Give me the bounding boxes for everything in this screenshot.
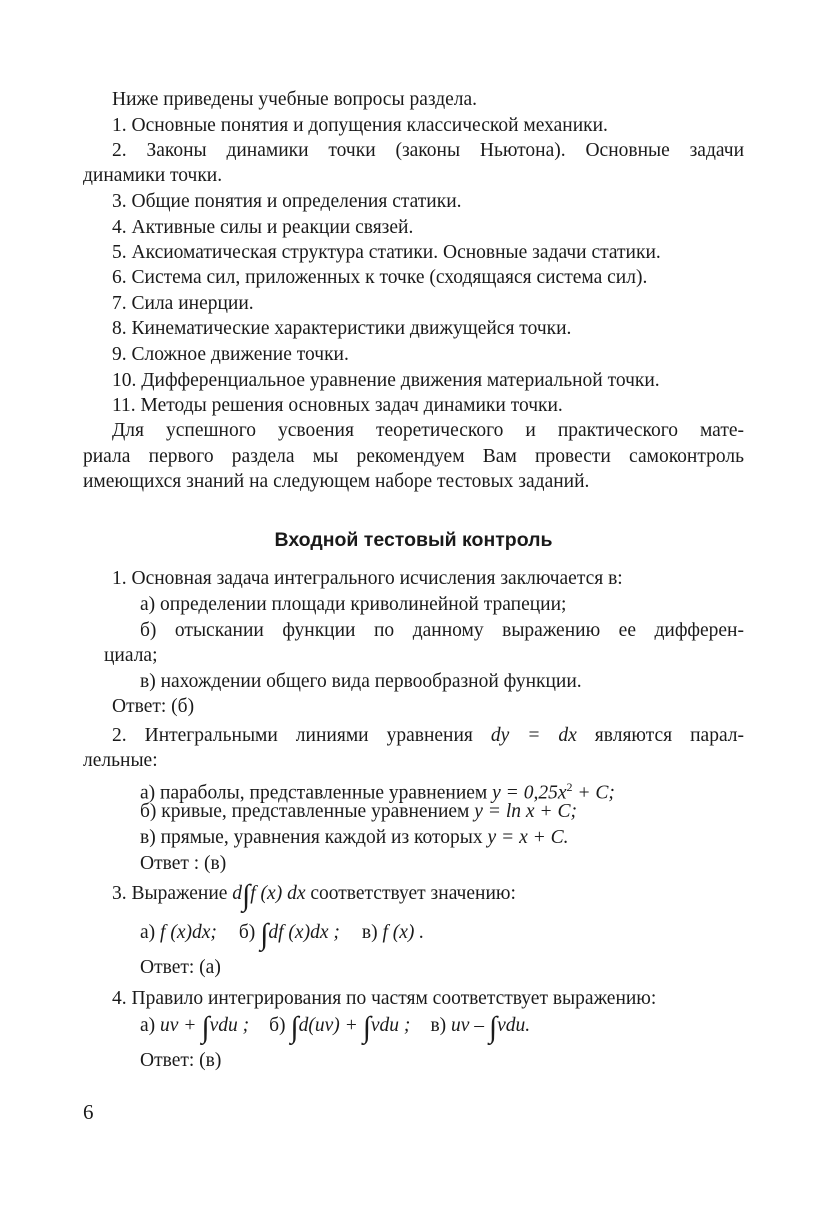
integral-sign-icon: ∫: [290, 1011, 299, 1044]
question-item-3: 3. Общие понятия и определения статики.: [112, 191, 462, 212]
test-3-answer: Ответ: (а): [140, 957, 221, 978]
test-4-option-b-pre: d(uv) +: [298, 1015, 363, 1036]
test-4-option-b-post: vdu ;: [370, 1015, 411, 1036]
intro-paragraph: Ниже приведены учебные вопросы раздела.: [112, 89, 478, 110]
test-4-options: [140, 1011, 744, 1044]
integral-sign-icon: ∫: [260, 918, 269, 951]
test-3-option-c-label: в): [361, 922, 383, 943]
question-item-2-cont: динамики точки.: [83, 165, 223, 186]
recommendation-line-1: Для успешного усвоения теоретического и практического мате-: [112, 420, 744, 441]
question-item-11: 11. Методы решения основных задач динамики точки.: [112, 395, 563, 416]
test-1-option-a: а) определении площади криволинейной трапеции;: [140, 594, 567, 615]
question-item-6: 6. Система сил, приложенных к точке (сходящаяся система сил).: [112, 267, 648, 288]
question-item-4: 4. Активные силы и реакции связей.: [112, 217, 414, 238]
test-2-equation: dy = dx: [490, 725, 577, 746]
test-3-option-b: df (x)dx ;: [268, 922, 340, 943]
question-item-9: 9. Сложное движение точки.: [112, 344, 349, 365]
test-4-option-a-post: vdu ;: [209, 1015, 250, 1036]
test-4-question: 4. Правило интегрирования по частям соответствует выражению:: [112, 988, 657, 1009]
test-2-question: [112, 723, 744, 749]
test-1-question: 1. Основная задача интегрального исчисления заключается в:: [112, 568, 623, 589]
test-4-option-c-pre: uv –: [451, 1015, 489, 1036]
question-item-1: 1. Основные понятия и допущения классической механики.: [112, 115, 608, 136]
question-item-5: 5. Аксиоматическая структура статики. Основные задачи статики.: [112, 242, 661, 263]
test-2-option-a-formula-tail: + C;: [572, 782, 615, 804]
test-2-option-c-text: в) прямые, уравнения каждой из которых: [140, 827, 488, 848]
question-item-7: 7. Сила инерции.: [112, 293, 254, 314]
test-1-option-b-cont: циала;: [104, 645, 158, 666]
recommendation-line-3: имеющихся знаний на следующем наборе тестовых заданий.: [83, 471, 590, 492]
test-2-question-pre: 2. Интегральными линиями уравнения: [112, 725, 491, 746]
test-4-option-c-label: в): [430, 1015, 452, 1036]
test-3-question: [112, 879, 744, 912]
test-2-option-c-formula: y = x + C.: [487, 827, 569, 848]
test-3-question-pre: 3. Выражение: [112, 883, 233, 904]
integral-sign-icon: ∫: [488, 1011, 498, 1044]
test-3-question-post: соответствует значению:: [305, 883, 516, 904]
integral-sign-icon: ∫: [201, 1011, 210, 1044]
question-item-2: 2. Законы динамики точки (законы Ньютона). Основные задачи: [112, 140, 744, 161]
test-2-option-a-formula: y = 0,25x: [492, 782, 567, 804]
test-3-differential: d: [232, 883, 243, 904]
test-2-option-b-text: б) кривые, представленные уравнением: [140, 801, 475, 822]
page-number: 6: [83, 1100, 94, 1124]
test-4-option-a-label: а): [140, 1015, 161, 1036]
test-1-option-b: б) отыскании функции по данному выражению ее дифферен-: [140, 620, 744, 641]
test-2-answer: Ответ : (в): [140, 853, 227, 874]
test-2-option-a-text: а) параболы, представленные уравнением: [140, 782, 493, 804]
test-2-question-cont: лельные:: [83, 750, 158, 771]
integral-sign-icon: ∫: [242, 879, 251, 912]
question-item-10: 10. Дифференциальное уравнение движения материальной точки.: [112, 370, 660, 391]
test-2-option-a-exponent: 2: [566, 780, 573, 794]
test-1-answer: Ответ: (б): [112, 696, 195, 717]
test-3-integrand: f (x) dx: [250, 883, 306, 904]
question-item-8: 8. Кинематические характеристики движущейся точки.: [112, 318, 572, 339]
test-3-option-b-label: б): [238, 922, 261, 943]
integral-sign-icon: ∫: [362, 1011, 371, 1044]
test-2-option-b-formula: y = ln x + C;: [474, 801, 577, 822]
test-4-answer: Ответ: (в): [140, 1050, 222, 1071]
test-3-option-a: f (x)dx;: [160, 922, 217, 943]
recommendation-line-2: риала первого раздела мы рекомендуем Вам провести самоконтроль: [83, 446, 744, 467]
test-2-option-c: [140, 825, 744, 851]
test-4-option-c-post: vdu.: [497, 1015, 531, 1036]
test-2-option-b: [140, 799, 744, 825]
test-3-options: [140, 918, 744, 951]
test-3-option-c: f (x) .: [382, 922, 425, 943]
test-2-question-post: являются парал-: [576, 725, 744, 746]
test-4-option-b-label: б): [269, 1015, 291, 1036]
test-1-option-c: в) нахождении общего вида первообразной функции.: [140, 671, 582, 692]
test-4-option-a-pre: uv +: [160, 1015, 202, 1036]
test-3-option-a-label: а): [140, 922, 161, 943]
section-heading: Входной тестовый контроль: [274, 529, 553, 551]
